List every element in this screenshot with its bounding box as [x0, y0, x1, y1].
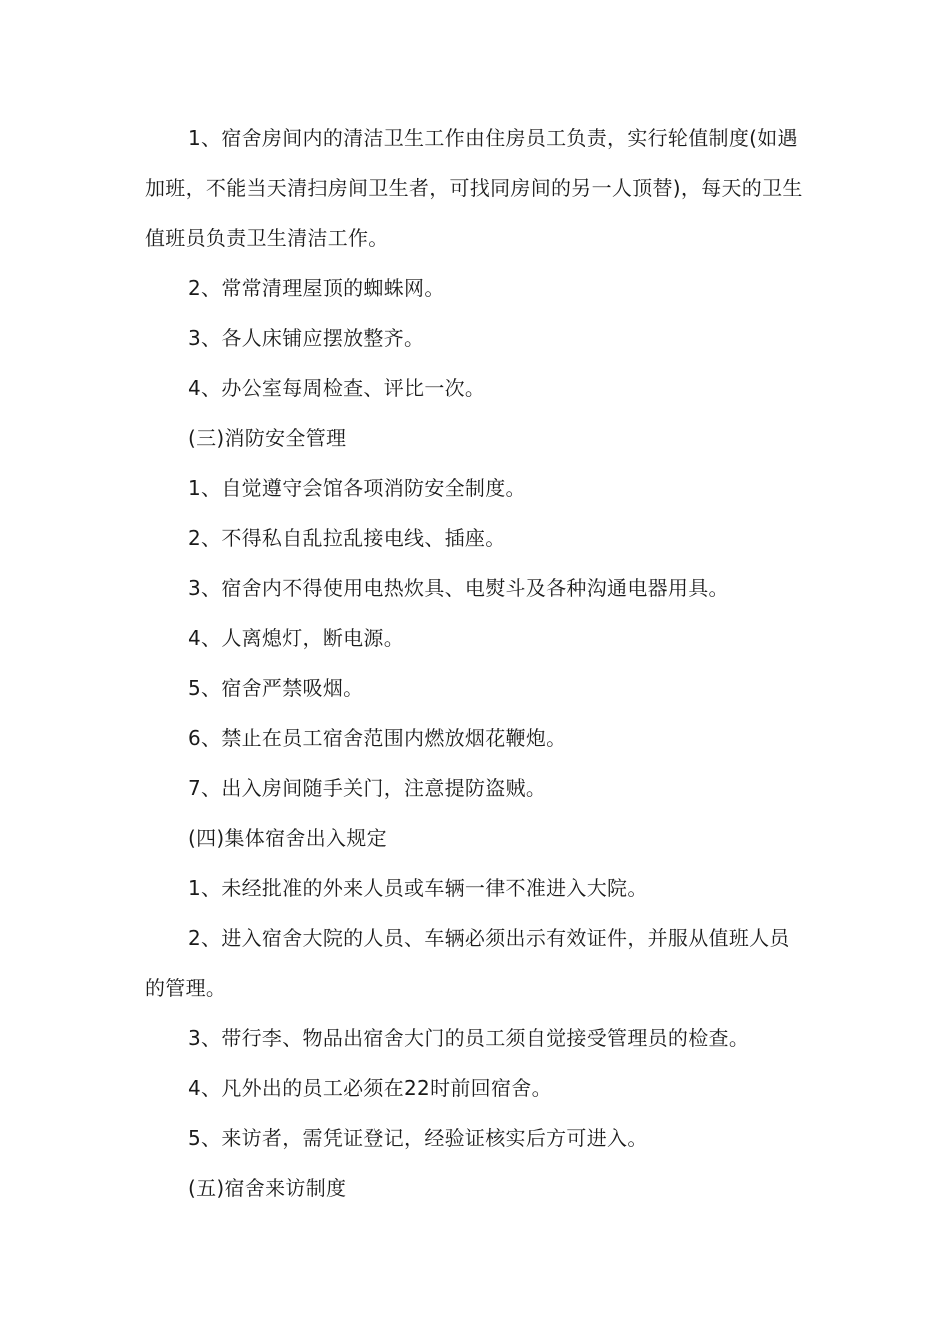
- paragraph-no-fireworks: 6、禁止在员工宿舍范围内燃放烟花鞭炮。: [188, 726, 567, 750]
- paragraph-no-smoking: 5、宿舍严禁吸烟。: [188, 676, 364, 700]
- paragraph-visitor-register: 5、来访者，需凭证登记，经验证核实后方可进入。: [188, 1126, 648, 1150]
- paragraph-luggage-check: 3、带行李、物品出宿舍大门的员工须自觉接受管理员的检查。: [188, 1026, 750, 1050]
- paragraph-fire-rules: 1、自觉遵守会馆各项消防安全制度。: [188, 476, 526, 500]
- paragraph-hygiene-rotation: 1、宿舍房间内的清洁卫生工作由住房员工负责，实行轮值制度(如遇加班，不能当天清扫房间卫生者，可找同房间的另一人顶替)，每天的卫生值班员负责卫生清洁工作。: [145, 126, 803, 250]
- paragraph-lights-off: 4、人离熄灯，断电源。: [188, 626, 405, 650]
- section-heading-fire-safety: (三)消防安全管理: [188, 426, 347, 450]
- paragraph-show-id: 2、进入宿舍大院的人员、车辆必须出示有效证件，并服从值班人员的管理。: [145, 926, 790, 1000]
- paragraph-clean-cobwebs: 2、常常清理屋顶的蜘蛛网。: [188, 276, 445, 300]
- section-heading-entry-rules: (四)集体宿舍出入规定: [188, 826, 387, 850]
- paragraph-curfew: 4、凡外出的员工必须在22时前回宿舍。: [188, 1076, 552, 1100]
- paragraph-weekly-inspection: 4、办公室每周检查、评比一次。: [188, 376, 486, 400]
- document-body: [145, 113, 810, 1213]
- section-heading-visitor-policy: (五)宿舍来访制度: [188, 1176, 347, 1200]
- paragraph-close-door: 7、出入房间随手关门，注意提防盗贼。: [188, 776, 547, 800]
- paragraph-no-outsiders: 1、未经批准的外来人员或车辆一律不准进入大院。: [188, 876, 648, 900]
- paragraph-no-appliances: 3、宿舍内不得使用电热炊具、电熨斗及各种沟通电器用具。: [188, 576, 729, 600]
- paragraph-no-wiring: 2、不得私自乱拉乱接电线、插座。: [188, 526, 506, 550]
- paragraph-bed-tidy: 3、各人床铺应摆放整齐。: [188, 326, 425, 350]
